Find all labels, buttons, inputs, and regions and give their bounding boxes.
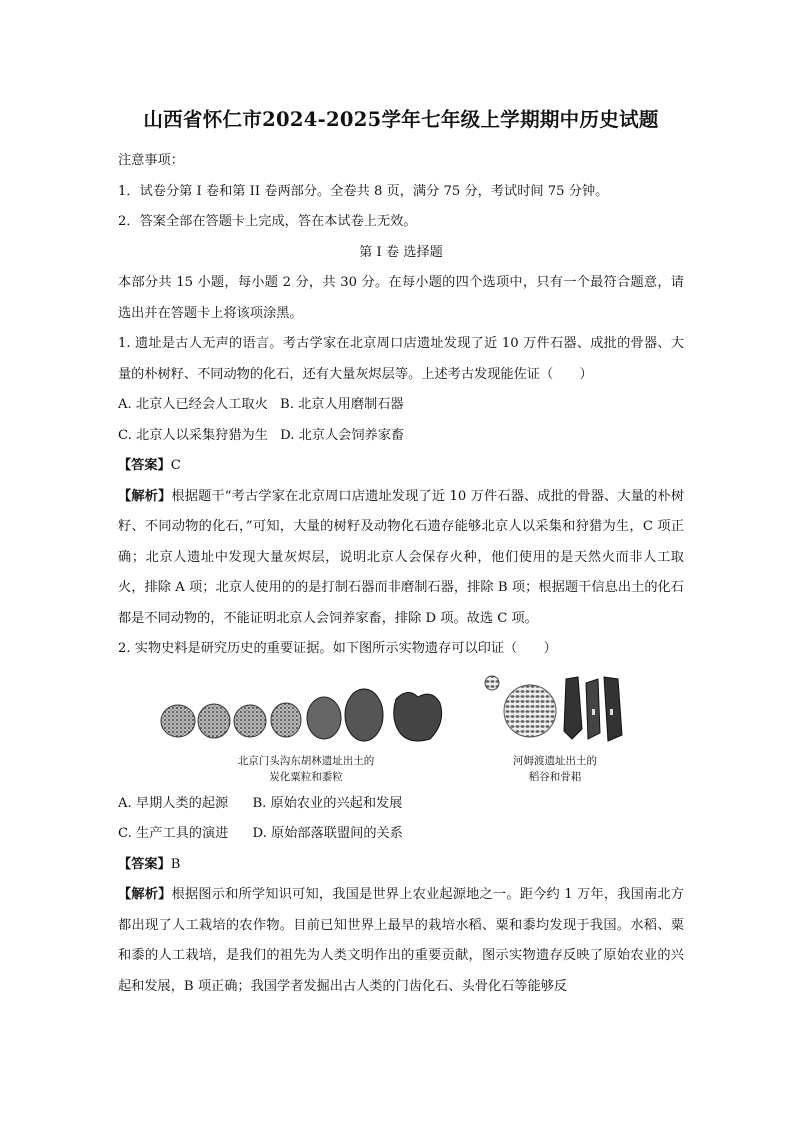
question-1-options-row-1 — [118, 390, 684, 421]
question-2-figure — [118, 669, 684, 789]
question-1-answer — [118, 451, 684, 482]
question-2-option-c: C. 生产工具的演进 — [118, 826, 229, 841]
exam-page — [118, 104, 684, 1002]
question-2-options-row-2 — [118, 819, 684, 850]
analysis-label: 【解析】 — [118, 887, 172, 902]
question-1-option-c: C. 北京人以采集狩猎为生 — [118, 427, 268, 443]
right-caption-line-2: 稻谷和骨耜 — [528, 770, 582, 783]
question-1-option-b: B. 北京人用磨制石器 — [280, 397, 404, 412]
answer-value: B — [170, 856, 181, 872]
section-title: 第 I 卷 选择题 — [359, 244, 443, 260]
question-2-option-b: B. 原始农业的兴起和发展 — [252, 795, 403, 811]
answer-label: 【答案】 — [118, 458, 171, 473]
rice-grain-bone-spade-icon — [480, 669, 630, 749]
notice-item-1: 1．试卷分第 I 卷和第 II 卷两部分。全卷共 8 页，满分 75 分，考试时间 75 分钟。 — [118, 183, 609, 199]
question-2-option-d: D. 原始部落联盟间的关系 — [252, 826, 403, 841]
left-caption-line-2: 炭化粟粒和黍粒 — [269, 770, 343, 783]
question-2-analysis — [118, 880, 684, 1002]
question-1-option-d: D. 北京人会饲养家畜 — [280, 427, 405, 443]
carbonized-grain-icon — [156, 679, 456, 749]
question-2-answer — [118, 850, 684, 881]
section-intro: 本部分共 15 小题，每小题 2 分，共 30 分。在每小题的四个选项中，只有一个最符合题意，请选出并在答题卡上将该项涂黑。 — [118, 275, 684, 321]
question-2-option-a: A. 早期人类的起源 — [118, 795, 229, 811]
page-title: 山西省怀仁市2024-2025学年七年级上学期期中历史试题 — [143, 108, 659, 131]
answer-value: C — [170, 458, 181, 473]
question-1-option-a: A. 北京人已经会人工取火 — [118, 397, 268, 412]
rice-and-bone-tool-image — [480, 669, 630, 783]
right-caption-line-1: 河姆渡遗址出土的 — [513, 754, 597, 767]
left-caption-line-1: 北京门头沟东胡林遗址出土的 — [237, 754, 375, 767]
notice-item-2: 2．答案全部在答题卡上完成，答在本试卷上无效。 — [118, 214, 417, 229]
notice-heading: 注意事项： — [118, 153, 184, 168]
millet-grains-image — [156, 679, 456, 783]
question-1-options-row-2 — [118, 421, 684, 452]
question-1-analysis — [118, 482, 684, 635]
answer-label: 【答案】 — [118, 856, 171, 872]
question-2-options-row-1 — [118, 789, 684, 820]
question-1-stem: 1. 遗址是古人无声的语言。考古学家在北京周口店遗址发现了近 10 万件石器、成批的骨器、大量的朴树籽、不同动物的化石，还有大量灰烬层等。上述考古发现能佐证（ ） — [118, 336, 684, 382]
analysis-text: 根据题干“考古学家在北京周口店遗址发现了近 10 万件石器、成批的骨器、大量的朴树籽、不同动物的化石，”可知，大量的树籽及动物化石遗存能够北京人以采集和狩猎为生，C 项正确；北京人遗址中发现大量灰烬层，说明北京人会保存火种，他们使用的是天然火而非人工取火，排除 A 项；北京人使用的的是打制石器而非磨制石器，排除 B 项；根据题干信息出土的化石都是不同动物的，不能证明北京人会饲养家畜，排除 D 项。故选 C 项。 — [118, 488, 685, 626]
analysis-label: 【解析】 — [118, 488, 172, 504]
question-2-stem: 2. 实物史料是研究历史的重要证据。如下图所示实物遗存可以印证（ ） — [118, 641, 557, 656]
analysis-text: 根据图示和所学知识可知，我国是世界上农业起源地之一。距今约 1 万年，我国南北方都出现了人工栽培的农作物。目前已知世界上最早的栽培水稻、粟和黍均发现于我国。水稻、粟和黍的人工栽培，是我们的祖先为人类文明作出的重要贡献，图示实物遗存反映了原始农业的兴起和发展，B 项正确；我国学者发掘出古人类的门齿化石、头骨化石等能够反 — [118, 887, 684, 994]
